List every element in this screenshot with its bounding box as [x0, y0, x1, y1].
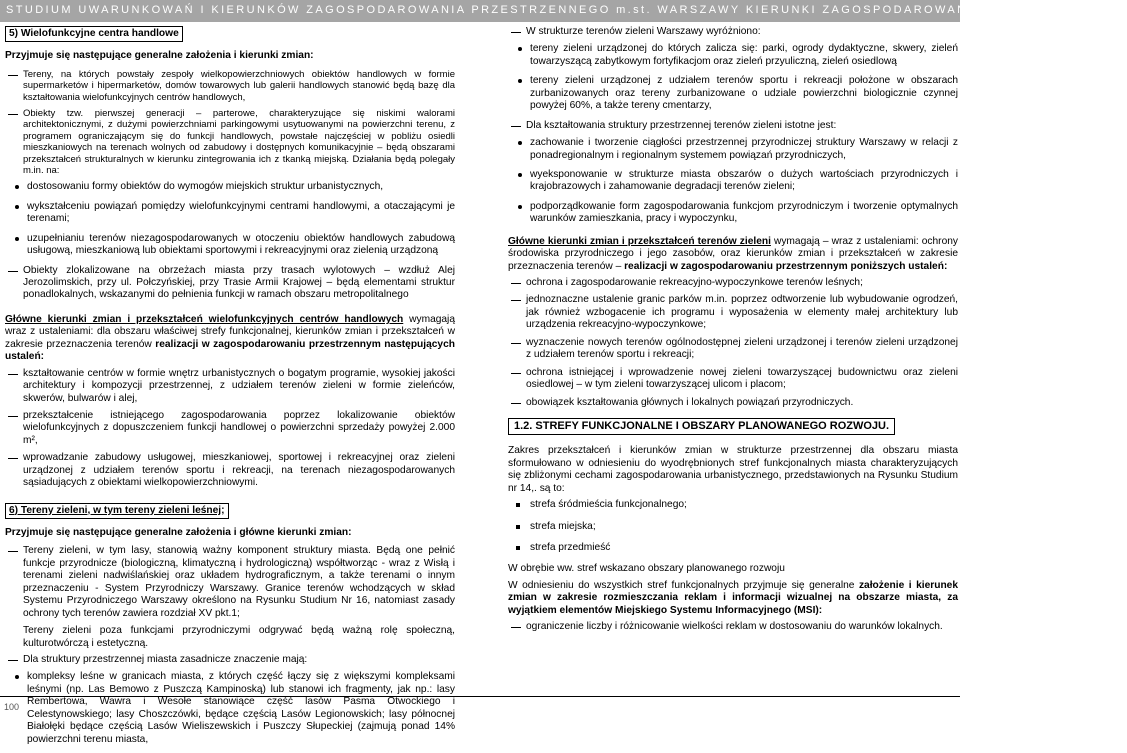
paragraph: Zakres przekształceń i kierunków zmian w strukturze przestrzennej dla obszaru miasta sformułowano w odniesieniu do wyodrębnionych stref funkcjonalnych miasta charakteryzujących się zbliżonymi cechami zagospodarowania urbanistycznego, przedstawionych na Rysunku Studium nr 14,. są to: [508, 445, 958, 494]
dash-item: kształtowanie centrów w formie wnętrz urbanistycznych o bogatym programie, wysokiej jakości architektury i kompozycji przestrzennej, z udziałem terenów zieleni w formie zieleńców, skwerów, bulwarów i alej, [5, 368, 455, 405]
dash-item: Dla struktury przestrzennej miasta zasadnicze znaczenie mają: [5, 654, 455, 666]
section-6-title: 6) Tereny zieleni, w tym tereny zieleni leśnej; [5, 503, 229, 519]
dash-item: ochrona i zagospodarowanie rekreacyjno-wypoczynkowe terenów leśnych; [508, 277, 958, 289]
directions-text: wymagają wraz z ustaleniami: dla obszaru właściwej strefy funkcjonalnej, kierunków zmian i przekształceń w zakresie przeznaczenia terenów [5, 313, 455, 350]
paragraph-bold: założenie i kierunek zmian w zakresie rozmieszczania reklam i informacji wizualnej na obszarze miasta, za wyjątkiem elementów Miejskiego Systemu Informacyjnego (MSI): [508, 579, 959, 616]
directions-heading: Główne kierunki zmian i przekształceń wielofunkcyjnych centrów handlowych [5, 313, 404, 325]
section-6-subtitle: Przyjmuje się następujące generalne założenia i główne kierunki zmian: [5, 527, 352, 539]
dash-item: wyznaczenie nowych terenów ogólnodostępnej zieleni urządzonej i terenów zieleni urządzonej z udziałem terenów sportu i rekreacji; [508, 337, 958, 362]
dash-item: Obiekty zlokalizowane na obrzeżach miasta przy trasach wylotowych – wzdłuż Alej Jerozolimskich, przy ul. Połczyńskiej, przy Trasie Armii Krajowej – będą elementami struktur ponadlokalnych, wskazanymi do pełnienia funkcji w ramach obszaru metropolitalnego [5, 265, 455, 302]
dash-item: W strukturze terenów zieleni Warszawy wyróżniono: [508, 26, 958, 38]
dash-item: Tereny, na których powstały zespoły wielkopowierzchniowych obiektów handlowych w formie supermarketów i hipermarketów, domów towarowych lub galerii handlowych stanowić będą bazę dla kształtowania wielofunkcyjnych centrów handlowych, [5, 69, 455, 103]
square-bullet-item: strefa miejska; [508, 521, 958, 533]
square-bullet-item: strefa śródmieścia funkcjonalnego; [508, 499, 958, 511]
dash-item: wprowadzanie zabudowy usługowej, mieszkaniowej, sportowej i rekreacyjnej oraz zieleni urządzonej z udziałem terenów sportu i rekreacji, na terenach niezagospodarowanych sąsiadujących z obiektami wielkopowierzchniowymi. [5, 452, 455, 489]
page-number: 100 [4, 702, 20, 712]
paragraph-text: W odniesieniu do wszystkich stref funkcjonalnych przyjmuje się generalne [508, 579, 859, 591]
left-column [5, 26, 455, 753]
bullet-item: tereny zieleni urządzonej do których zalicza się: parki, ogrody dydaktyczne, skwery, zieleń towarzyszącą zabytkowym fortyfikacjom oraz zieleń przyuliczną, zieleń osiedlową [508, 43, 958, 68]
dash-item: Obiekty tzw. pierwszej generacji – parterowe, charakteryzujące się niskimi walorami architektonicznymi, z dużymi powierzchniami parkingowymi usytuowanymi na powierzchni terenu, z programem ograniczającym się do funkcji handlowych, powstałe najczęściej w pobliżu osiedli mieszkaniowych na terenach wolnych od zabudowy i dostępnych komunikacyjnie – będą obszarami przekształceń strukturalnych w kierunku zintegrowania ich z tkanką miejską. Działania będą polegały m.in. na: [5, 108, 455, 176]
section-1-2-heading: 1.2. STREFY FUNKCJONALNE I OBSZARY PLANOWANEGO ROZWOJU. [508, 418, 895, 435]
bullet-item: uzupełnianiu terenów niezagospodarowanych w otoczeniu obiektów handlowych zabudową usługową, mieszkaniową lub obiektami sportowymi i rekreacyjnymi oraz zielenią urządzoną [5, 233, 455, 258]
square-bullet-item: strefa przedmieść [508, 542, 958, 554]
paragraph: W obrębie ww. stref wskazano obszary planowanego rozwoju [508, 563, 785, 575]
section-5-directions [5, 314, 455, 364]
dash-item: przekształcenie istniejącego zagospodarowania poprzez lokalizowanie obiektów wielofunkcyjnych z dopuszczeniem funkcji handlowej o powierzchni sprzedaży powyżej 2.000 m², [5, 410, 455, 447]
bullet-item: tereny zieleni urządzonej z udziałem terenów sportu i rekreacji położone w obszarach zurbanizowanych oraz tereny zurbanizowane o udziale powierzchni biologicznie czynnej powyżej 60%, a także tereny cmentarzy, [508, 75, 958, 112]
directions-bold: realizacji w zagospodarowaniu przestrzennym poniższych ustaleń: [624, 260, 948, 272]
directions-text: wymagają – wraz z ustaleniami: ochrony środowiska przyrodniczego i jego zasobów, oraz kierunków zmian i przekształceń w zakresie przeznaczenia terenów – [508, 235, 958, 272]
paragraph [508, 580, 958, 617]
dash-item: Dla kształtowania struktury przestrzennej terenów zieleni istotne jest: [508, 120, 958, 132]
section-5-title: 5) Wielofunkcyjne centra handlowe [5, 26, 183, 42]
dash-item: obowiązek kształtowania głównych i lokalnych powiązań przyrodniczych. [508, 397, 958, 409]
directions-bold: realizacji w zagospodarowaniu przestrzennym następujących ustaleń: [5, 338, 455, 363]
bullet-item: dostosowaniu formy obiektów do wymogów miejskich struktur urbanistycznych, [5, 181, 455, 193]
paragraph: Tereny zieleni poza funkcjami przyrodniczymi odgrywać będą ważną rolę społeczną, kulturotwórczą i estetyczną. [23, 625, 455, 649]
bullet-item: wykształceniu powiązań pomiędzy wielofunkcyjnymi centrami handlowymi, a otaczającymi je terenami; [5, 201, 455, 226]
section-5-subtitle: Przyjmuje się następujące generalne założenia i kierunki zmian: [5, 50, 314, 62]
directions-heading: Główne kierunki zmian i przekształceń terenów zieleni [508, 235, 771, 247]
bullet-item: wyeksponowanie w strukturze miasta obszarów o dużych wartościach przyrodniczych i krajobrazowych i zahamowanie degradacji terenów zieleni; [508, 169, 958, 194]
right-column [508, 26, 958, 639]
bullet-item: kompleksy leśne w granicach miasta, z których część łączy się z większymi kompleksami leśnymi (np. Las Bemowo z Puszczą Kampinoską) lub stanowi ich fragmenty, jak np.: lasy Rembertowa, Wawra i Wesołe stanowiące część lasów Pasma Otwockiego i Celestynowskiego; lasy Choszczówki, będące częścią Lasów Legionowskich; lasy północnej Białołęki będące częścią Lasów Wieliszewskich i Puszczy Słupeckiej (zajmują ponad 14% powierzchni terenu miasta, [5, 671, 455, 746]
green-directions [508, 236, 958, 273]
document-header-banner: STUDIUM UWARUNKOWAŃ I KIERUNKÓW ZAGOSPODAROWANIA PRZESTRZENNEGO m.st. WARSZAWY KIERUNKI ZAGOSPODAROWANIA PRZESTRZENNEGO [0, 0, 960, 22]
dash-item: ograniczenie liczby i różnicowanie wielkości reklam w dostosowaniu do warunków lokalnych. [508, 621, 958, 633]
bullet-item: zachowanie i tworzenie ciągłości przestrzennej przyrodniczej struktury Warszawy w relacji z ponadregionalnym i regionalnym systemem powiązań przyrodniczych, [508, 137, 958, 162]
bullet-item: podporządkowanie form zagospodarowania funkcjom przyrodniczym i tworzenie optymalnych warunków zamieszkania, pracy i wypoczynku, [508, 201, 958, 226]
dash-item: Tereny zieleni, w tym lasy, stanowią ważny komponent struktury miasta. Będą one pełnić funkcje przyrodnicze (biologiczną, klimatyczną i hydrologiczną) współtworząc - wraz z Wisłą i terenami zieleni nadwiślańskiej oraz układem hydrograficznym, a także terenami o innym przeznaczeniu - System Przyrodniczy Warszawy. Granice terenów wchodzących w skład Systemu Przyrodniczego Warszawy określono na Rysunku Studium Nr 16, natomiast zasady ochrony tych terenów zawiera rozdział XV pkt.1; [5, 545, 455, 620]
footer-rule [0, 696, 960, 697]
dash-item: jednoznaczne ustalenie granic parków m.in. poprzez odtworzenie lub wybudowanie ogrodzeń, jak również wzbogacenie ich programu i wyposażenia w elementy małej architektury lub urządzenia rekreacyjno-wypoczynkowe; [508, 294, 958, 331]
dash-item: ochrona istniejącej i wprowadzenie nowej zieleni towarzyszącej budownictwu oraz zieleni osiedlowej – w tym zieleni towarzyszącej ulicom i placom; [508, 367, 958, 392]
